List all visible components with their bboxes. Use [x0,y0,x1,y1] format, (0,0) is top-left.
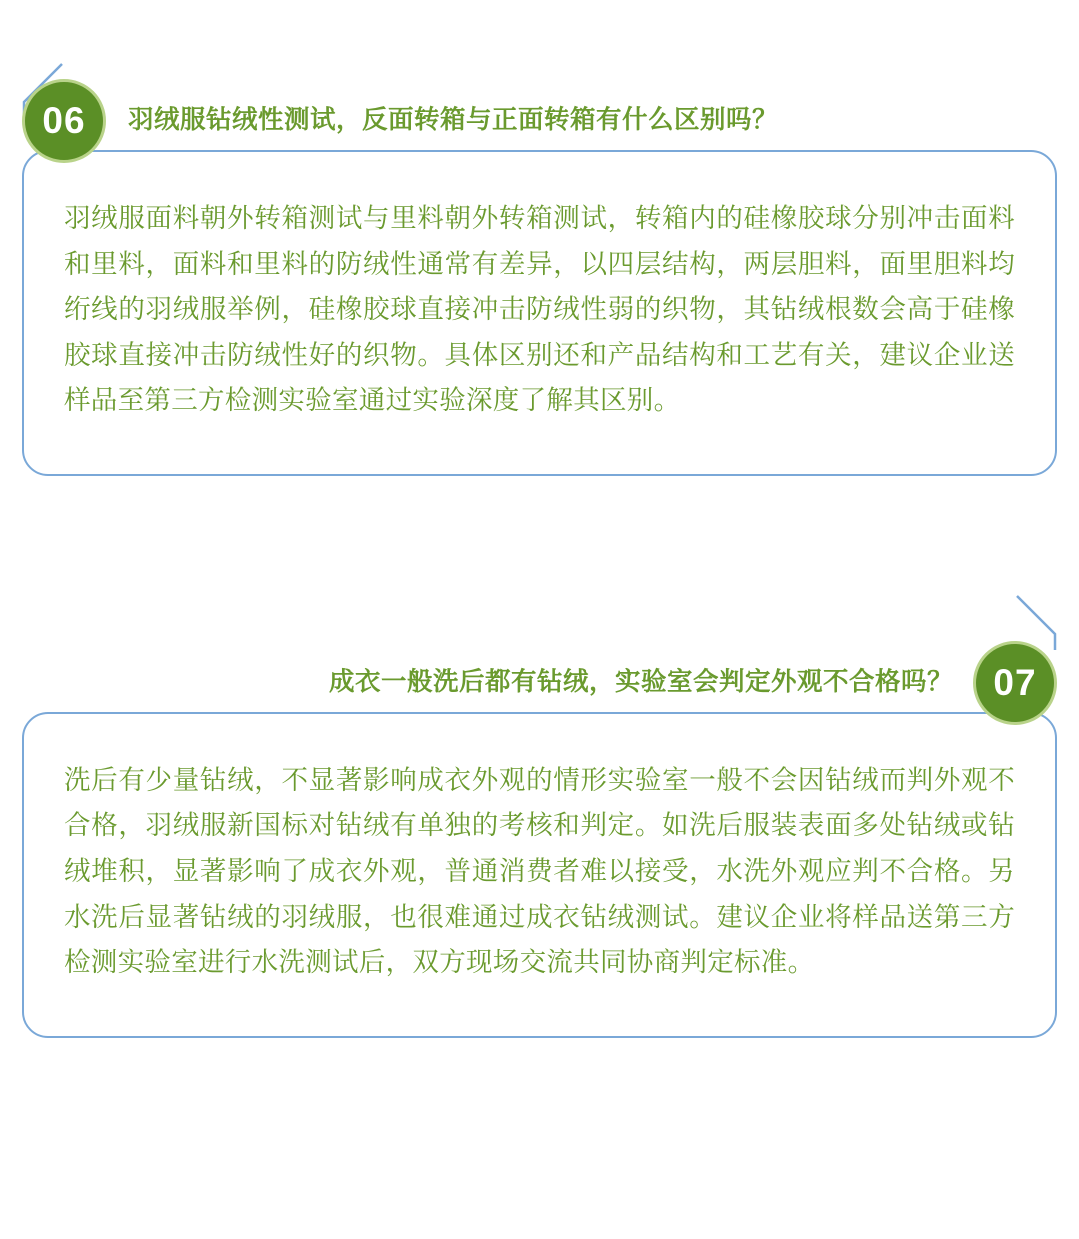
answer-card-07 [22,712,1057,1038]
qa-block-06 [22,0,1057,476]
qa-header-07 [22,640,1057,726]
answer-body: 洗后有少量钻绒，不显著影响成衣外观的情形实验室一般不会因钻绒而判外观不合格，羽绒服新国标对钻绒有单独的考核和判定。如洗后服装表面多处钻绒或钻绒堆积，显著影响了成衣外观，普通消费者难以接受，水洗外观应判不合格。另水洗后显著钻绒的羽绒服，也很难通过成衣钻绒测试。建议企业将样品送第三方检测实验室进行水洗测试后，双方现场交流共同协商判定标准。 [64,764,1015,978]
qa-header-06 [22,78,1057,164]
question-number-badge: 07 [973,641,1057,725]
section-spacer [0,476,1079,532]
question-title: 成衣一般洗后都有钻绒，实验室会判定外观不合格吗？ [328,668,953,697]
question-number-badge: 06 [22,79,106,163]
qa-block-07 [22,532,1057,1038]
answer-card-06 [22,150,1057,476]
answer-body: 羽绒服面料朝外转箱测试与里料朝外转箱测试，转箱内的硅橡胶球分别冲击面料和里料，面料和里料的防绒性通常有差异，以四层结构，两层胆料，面里胆料均绗线的羽绒服举例，硅橡胶球直接冲击防绒性弱的织物，其钻绒根数会高于硅橡胶球直接冲击防绒性好的织物。具体区别还和产品结构和工艺有关，建议企业送样品至第三方检测实验室通过实验深度了解其区别。 [64,203,1015,416]
question-title: 羽绒服钻绒性测试，反面转箱与正面转箱有什么区别吗？ [128,106,779,135]
